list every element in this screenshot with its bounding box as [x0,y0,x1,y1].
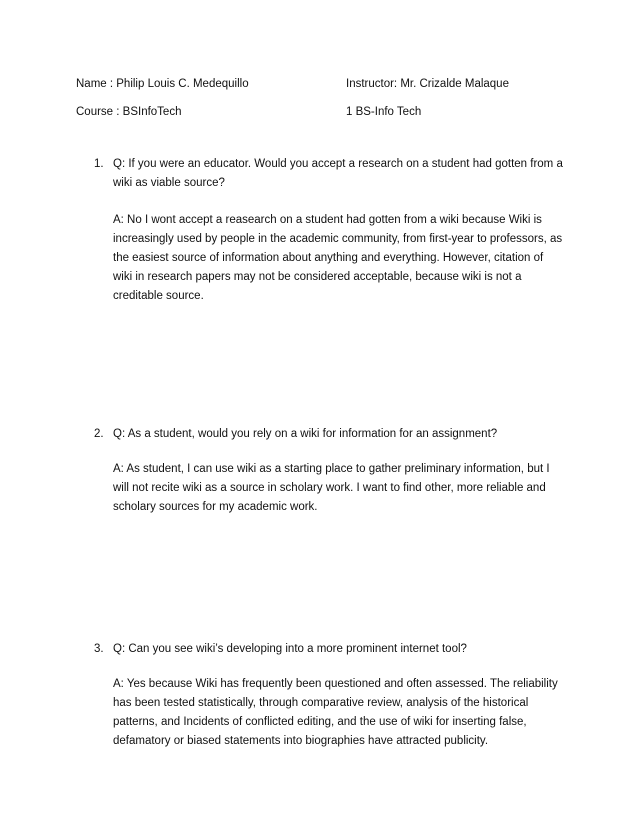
question-text: Q: As a student, would you rely on a wiki for information for an assignment? [113,428,498,440]
item-number: 1. [94,158,104,170]
answer-text: A: No I wont accept a reasearch on a student had gotten from a wiki because Wiki is increasingly used by people in the academic community, from first-year to professors, as the easiest source of information about anything and everything. However, citation of wiki in research papers may not be considered acceptable, because wiki is not a creditable source. [113,214,563,302]
item-number: 3. [94,643,104,655]
item-number: 2. [94,428,104,440]
answer-text: A: As student, I can use wiki as a starting place to gather preliminary information, but I will not recite wiki as a source in scholary work. I want to find other, more reliable and scholary sources for my academic work. [113,463,550,513]
course-name: Course : BSInfoTech [76,106,182,118]
question-text: Q: Can you see wiki’s developing into a more prominent internet tool? [113,643,467,655]
section-name: 1 BS-Info Tech [346,106,422,118]
instructor-name: Instructor: Mr. Crizalde Malaque [346,78,509,90]
answer-text: A: Yes because Wiki has frequently been questioned and often assessed. The reliability has been tested statistically, through comparative review, analysis of the historical patterns, and Incidents of conflicted editing, and the use of wiki for inserting false, defamatory or biased statements into biographies have attracted publicity. [113,678,558,747]
student-name: Name : Philip Louis C. Medequillo [76,78,249,90]
question-text: Q: If you were an educator. Would you accept a research on a student had gotten from a wiki as viable source? [113,158,563,189]
